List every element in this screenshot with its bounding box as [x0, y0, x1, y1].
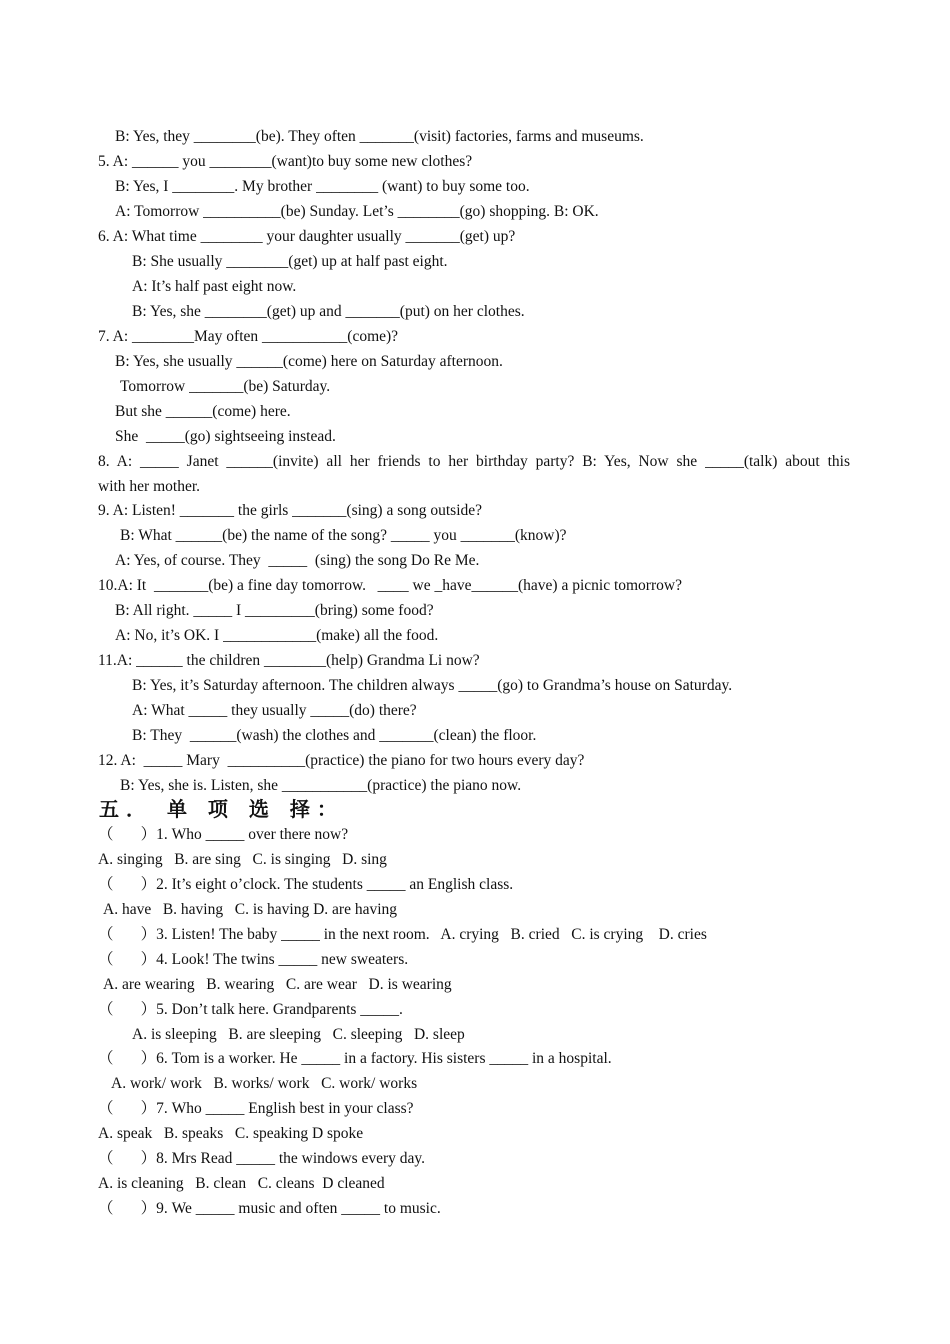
- options-line: A. have B. having C. is having D. are having: [103, 901, 398, 918]
- text-line: B: She usually ________(get) up at half past eight.: [132, 253, 448, 270]
- question-line: （ ）2. It’s eight o’clock. The students _____ an English class.: [98, 876, 514, 893]
- text-line: A: No, it’s OK. I ____________(make) all the food.: [115, 627, 439, 644]
- options-line: A. is sleeping B. are sleeping C. sleeping D. sleep: [132, 1026, 465, 1043]
- text-line: B: Yes, it’s Saturday afternoon. The children always _____(go) to Grandma’s house on Saturday.: [132, 677, 733, 694]
- text-line: B: What ______(be) the name of the song? _____ you _______(know)?: [120, 527, 567, 544]
- text-line: 8. A: _____ Janet ______(invite) all her friends to her birthday party? B: Yes, Now she _____(talk) about this: [98, 453, 850, 470]
- options-line: A. singing B. are sing C. is singing D. sing: [98, 851, 387, 868]
- text-line: B: Yes, they ________(be). They often _______(visit) factories, farms and museums.: [115, 128, 644, 145]
- text-line: B: They ______(wash) the clothes and _______(clean) the floor.: [132, 727, 537, 744]
- options-line: A. work/ work B. works/ work C. work/ works: [111, 1075, 418, 1092]
- text-line: She _____(go) sightseeing instead.: [115, 428, 336, 445]
- question-line: （ ）8. Mrs Read _____ the windows every day.: [98, 1150, 426, 1167]
- question-line: （ ）4. Look! The twins _____ new sweaters.: [98, 951, 409, 968]
- text-line: A: It’s half past eight now.: [132, 278, 297, 295]
- text-line: B: Yes, I ________. My brother ________ (want) to buy some too.: [115, 178, 530, 195]
- text-line: But she ______(come) here.: [115, 403, 291, 420]
- question-line: （ ）5. Don’t talk here. Grandparents _____.: [98, 1001, 403, 1018]
- text-line: Tomorrow _______(be) Saturday.: [120, 378, 331, 395]
- text-line: B: All right. _____ I _________(bring) some food?: [115, 602, 434, 619]
- question-line: （ ）6. Tom is a worker. He _____ in a factory. His sisters _____ in a hospital.: [98, 1050, 612, 1067]
- options-line: A. is cleaning B. clean C. cleans D cleaned: [98, 1175, 385, 1192]
- text-line: B: Yes, she is. Listen, she ___________(practice) the piano now.: [120, 777, 522, 794]
- question-line: （ ）1. Who _____ over there now?: [98, 826, 349, 843]
- text-line: A: Tomorrow __________(be) Sunday. Let’s ________(go) shopping. B: OK.: [115, 203, 599, 220]
- text-line: A: What _____ they usually _____(do) there?: [132, 702, 417, 719]
- text-line: with her mother.: [98, 478, 201, 495]
- section-heading: 五． 单 项 选 择：: [99, 797, 344, 821]
- options-line: A. speak B. speaks C. speaking D spoke: [98, 1125, 364, 1142]
- text-line: 10.A: It _______(be) a fine day tomorrow. ____ we _have______(have) a picnic tomorrow?: [98, 577, 682, 594]
- text-line: A: Yes, of course. They _____ (sing) the song Do Re Me.: [115, 552, 480, 569]
- text-line: B: Yes, she ________(get) up and _______(put) on her clothes.: [132, 303, 525, 320]
- text-line: 6. A: What time ________ your daughter usually _______(get) up?: [98, 228, 516, 245]
- text-line: B: Yes, she usually ______(come) here on Saturday afternoon.: [115, 353, 503, 370]
- question-line: （ ）3. Listen! The baby _____ in the next room. A. crying B. cried C. is crying D. cries: [98, 926, 707, 943]
- text-line: 9. A: Listen! _______ the girls _______(sing) a song outside?: [98, 502, 483, 519]
- question-line: （ ）9. We _____ music and often _____ to music.: [98, 1200, 441, 1217]
- text-line: 11.A: ______ the children ________(help) Grandma Li now?: [98, 652, 480, 669]
- text-line: 5. A: ______ you ________(want)to buy some new clothes?: [98, 153, 473, 170]
- text-line: 12. A: _____ Mary __________(practice) the piano for two hours every day?: [98, 752, 585, 769]
- text-line: 7. A: ________May often ___________(come)?: [98, 328, 399, 345]
- question-line: （ ）7. Who _____ English best in your class?: [98, 1100, 414, 1117]
- options-line: A. are wearing B. wearing C. are wear D. is wearing: [103, 976, 452, 993]
